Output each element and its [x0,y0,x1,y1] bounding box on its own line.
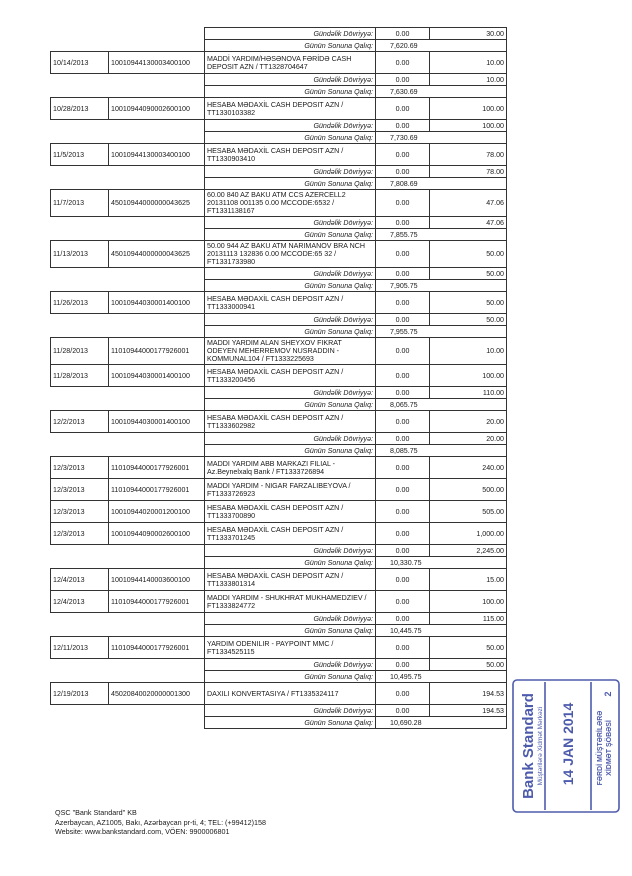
end-balance-value: 8,085.75 [376,445,507,457]
turnover-credit: 47.06 [430,217,507,229]
empty-cell [51,120,109,132]
turnover-credit: 110.00 [430,387,507,399]
transaction-row [51,292,507,314]
transaction-description: MADDI YARDIM - SHUKHRAT MUKHAMEDZIEV / FT1333824772 [205,591,376,613]
empty-cell [51,659,109,671]
transaction-row [51,52,507,74]
transaction-row [51,569,507,591]
transaction-reference: 11010944000177926001 [109,457,205,479]
turnover-debit: 0.00 [376,217,430,229]
empty-cell [109,387,205,399]
empty-cell [51,545,109,557]
transaction-credit: 47.06 [430,190,507,217]
bank-footer [55,808,266,837]
daily-turnover-row [51,613,507,625]
end-balance-label: Günün Sonuna Qalıq: [205,671,376,683]
transaction-reference: 10010944030001400100 [109,365,205,387]
turnover-credit: 100.00 [430,120,507,132]
turnover-debit: 0.00 [376,120,430,132]
transaction-description: HESABA MƏDAXİL CASH DEPOSIT AZN / TT1333700890 [205,501,376,523]
transaction-description: HESABA MƏDAXİL CASH DEPOSIT AZN / TT1333701245 [205,523,376,545]
transaction-credit: 100.00 [430,591,507,613]
transaction-date: 11/28/2013 [51,365,109,387]
transaction-debit: 0.00 [376,411,430,433]
statement-table [50,27,507,729]
transaction-description: YARDIM ODENILIR - PAYPOINT MMC / FT1334525115 [205,637,376,659]
transaction-description: HESABA MƏDAXİL CASH DEPOSIT AZN / TT1333000941 [205,292,376,314]
daily-turnover-label: Gündəlik Dövriyyə: [205,705,376,717]
empty-cell [51,625,109,637]
transaction-credit: 50.00 [430,241,507,268]
empty-cell [109,613,205,625]
end-balance-label: Günün Sonuna Qalıq: [205,132,376,144]
transaction-credit: 100.00 [430,98,507,120]
transaction-row [51,457,507,479]
end-balance-value: 7,730.69 [376,132,507,144]
empty-cell [109,166,205,178]
empty-cell [109,132,205,144]
transaction-debit: 0.00 [376,457,430,479]
empty-cell [109,217,205,229]
daily-turnover-label: Gündəlik Dövriyyə: [205,217,376,229]
end-balance-row [51,445,507,457]
transaction-description: HESABA MƏDAXİL CASH DEPOSIT AZN / TT1333602982 [205,411,376,433]
empty-cell [51,166,109,178]
daily-turnover-label: Gündəlik Dövriyyə: [205,433,376,445]
transaction-description: HESABA MƏDAXİL CASH DEPOSIT AZN / TT1330103382 [205,98,376,120]
transaction-description: DAXILI KONVERTASIYA / FT1335324117 [205,683,376,705]
empty-cell [109,326,205,338]
end-balance-label: Günün Sonuna Qalıq: [205,625,376,637]
empty-cell [109,671,205,683]
end-balance-row [51,717,507,729]
empty-cell [51,433,109,445]
transaction-debit: 0.00 [376,52,430,74]
empty-cell [109,445,205,457]
transaction-date: 12/2/2013 [51,411,109,433]
transaction-reference: 11010944000177926001 [109,637,205,659]
statement-body [51,28,507,729]
turnover-credit: 2,245.00 [430,545,507,557]
end-balance-label: Günün Sonuna Qalıq: [205,717,376,729]
daily-turnover-label: Gündəlik Dövriyyə: [205,314,376,326]
turnover-debit: 0.00 [376,74,430,86]
end-balance-label: Günün Sonuna Qalıq: [205,280,376,292]
transaction-reference: 10010944030001400100 [109,292,205,314]
transaction-description: HESABA MƏDAXİL CASH DEPOSIT AZN / TT1333801314 [205,569,376,591]
end-balance-value: 10,330.75 [376,557,507,569]
empty-cell [109,268,205,280]
transaction-date: 12/11/2013 [51,637,109,659]
transaction-description: 60.00 840 AZ BAKU ATM CCS AZERCELL2 20131108 001135 0.00 MCCODE:6532 / FT1331138167 [205,190,376,217]
transaction-debit: 0.00 [376,292,430,314]
transaction-reference: 45020840020000001300 [109,683,205,705]
transaction-debit: 0.00 [376,338,430,365]
empty-cell [109,280,205,292]
transaction-row [51,338,507,365]
transaction-credit: 50.00 [430,292,507,314]
empty-cell [51,387,109,399]
bank-stamp [507,676,625,816]
stamp-bank-name: Bank Standard [520,693,537,799]
daily-turnover-row [51,314,507,326]
turnover-debit: 0.00 [376,314,430,326]
end-balance-row [51,625,507,637]
end-balance-row [51,280,507,292]
transaction-row [51,98,507,120]
transaction-row [51,683,507,705]
end-balance-row [51,132,507,144]
transaction-row [51,241,507,268]
transaction-date: 12/3/2013 [51,479,109,501]
transaction-credit: 194.53 [430,683,507,705]
turnover-debit: 0.00 [376,28,430,40]
empty-cell [51,178,109,190]
end-balance-label: Günün Sonuna Qalıq: [205,399,376,411]
end-balance-row [51,326,507,338]
transaction-reference: 10010944090002600100 [109,98,205,120]
transaction-description: HESABA MƏDAXİL CASH DEPOSIT AZN / TT1333200456 [205,365,376,387]
daily-turnover-row [51,28,507,40]
end-balance-value: 7,620.69 [376,40,507,52]
daily-turnover-row [51,120,507,132]
end-balance-label: Günün Sonuna Qalıq: [205,40,376,52]
transaction-debit: 0.00 [376,591,430,613]
transaction-date: 12/4/2013 [51,591,109,613]
empty-cell [51,217,109,229]
transaction-reference: 10010944030001400100 [109,411,205,433]
empty-cell [51,28,109,40]
empty-cell [51,314,109,326]
transaction-credit: 20.00 [430,411,507,433]
daily-turnover-label: Gündəlik Dövriyyə: [205,545,376,557]
transaction-row [51,144,507,166]
turnover-credit: 30.00 [430,28,507,40]
transaction-row [51,190,507,217]
transaction-reference: 11010944000177926001 [109,479,205,501]
transaction-row [51,637,507,659]
turnover-credit: 115.00 [430,613,507,625]
daily-turnover-label: Gündəlik Dövriyyə: [205,28,376,40]
footer-address: Azerbaycan, AZ1005, Bakı, Azərbaycan pr-ti, 4; TEL: (+99412)158 [55,817,267,827]
transaction-description: MADDI YARDIM ABB MARKAZI FILIAL - Az.Beynelxalq Bank / FT1333726894 [205,457,376,479]
empty-cell [51,74,109,86]
turnover-debit: 0.00 [376,268,430,280]
end-balance-label: Günün Sonuna Qalıq: [205,86,376,98]
daily-turnover-label: Gündəlik Dövriyyə: [205,166,376,178]
transaction-date: 11/13/2013 [51,241,109,268]
transaction-row [51,411,507,433]
empty-cell [109,120,205,132]
empty-cell [51,326,109,338]
empty-cell [109,433,205,445]
empty-cell [51,705,109,717]
empty-cell [109,74,205,86]
transaction-row [51,523,507,545]
transaction-description: HESABA MƏDAXİL CASH DEPOSIT AZN / TT1330903410 [205,144,376,166]
transaction-debit: 0.00 [376,523,430,545]
transaction-credit: 78.00 [430,144,507,166]
turnover-debit: 0.00 [376,387,430,399]
end-balance-row [51,399,507,411]
end-balance-value: 7,855.75 [376,229,507,241]
empty-cell [109,314,205,326]
footer-bank-name: QSC "Bank Standard" KB [55,808,137,817]
stamp-bottom-line-1: FƏRDİ MÜŞTƏRİLƏRƏ [597,710,604,786]
daily-turnover-row [51,387,507,399]
empty-cell [109,557,205,569]
daily-turnover-row [51,74,507,86]
empty-cell [51,86,109,98]
empty-cell [51,613,109,625]
transaction-date: 11/28/2013 [51,338,109,365]
turnover-debit: 0.00 [376,613,430,625]
transaction-debit: 0.00 [376,637,430,659]
transaction-description: MADDI YARDIM - NIGAR FARZALIBEYOVA / FT1333726923 [205,479,376,501]
transaction-row [51,365,507,387]
daily-turnover-label: Gündəlik Dövriyyə: [205,268,376,280]
transaction-credit: 10.00 [430,52,507,74]
transaction-credit: 505.00 [430,501,507,523]
end-balance-row [51,229,507,241]
empty-cell [109,229,205,241]
daily-turnover-row [51,268,507,280]
end-balance-label: Günün Sonuna Qalıq: [205,445,376,457]
turnover-credit: 20.00 [430,433,507,445]
transaction-debit: 0.00 [376,365,430,387]
empty-cell [51,132,109,144]
end-balance-value: 8,065.75 [376,399,507,411]
transaction-debit: 0.00 [376,683,430,705]
empty-cell [51,717,109,729]
transaction-date: 12/19/2013 [51,683,109,705]
end-balance-value: 7,808.69 [376,178,507,190]
daily-turnover-label: Gündəlik Dövriyyə: [205,613,376,625]
daily-turnover-row [51,166,507,178]
transaction-description: MADDI YARDIM ALAN SHEYXOV FIKRAT ODEYEN MEHERREMOV NUSRADDIN - KOMMUNAL104 / FT1333225693 [205,338,376,365]
transaction-date: 11/7/2013 [51,190,109,217]
end-balance-row [51,86,507,98]
transaction-date: 10/28/2013 [51,98,109,120]
transaction-reference: 10010944020001200100 [109,501,205,523]
transaction-reference: 10010944130003400100 [109,52,205,74]
end-balance-value: 10,445.75 [376,625,507,637]
empty-cell [109,705,205,717]
transaction-date: 12/3/2013 [51,457,109,479]
daily-turnover-label: Gündəlik Dövriyyə: [205,387,376,399]
empty-cell [51,399,109,411]
daily-turnover-label: Gündəlik Dövriyyə: [205,120,376,132]
daily-turnover-label: Gündəlik Dövriyyə: [205,659,376,671]
end-balance-value: 7,955.75 [376,326,507,338]
daily-turnover-label: Gündəlik Dövriyyə: [205,74,376,86]
transaction-credit: 10.00 [430,338,507,365]
end-balance-row [51,178,507,190]
empty-cell [109,40,205,52]
turnover-debit: 0.00 [376,545,430,557]
transaction-credit: 15.00 [430,569,507,591]
empty-cell [51,671,109,683]
end-balance-value: 10,495.75 [376,671,507,683]
end-balance-value: 7,630.69 [376,86,507,98]
transaction-date: 10/14/2013 [51,52,109,74]
stamp-number: 2 [603,691,613,697]
transaction-date: 11/26/2013 [51,292,109,314]
end-balance-row [51,40,507,52]
end-balance-label: Günün Sonuna Qalıq: [205,326,376,338]
transaction-description: MADDİ YARDIM/HƏSƏNOVA FƏRİDƏ CASH DEPOSIT AZN / TT1328704647 [205,52,376,74]
transaction-reference: 11010944000177926001 [109,338,205,365]
stamp-bottom-line-2: XİDMƏT ŞÖBƏSİ [606,720,613,776]
transaction-reference: 10010944090002600100 [109,523,205,545]
transaction-debit: 0.00 [376,479,430,501]
transaction-debit: 0.00 [376,241,430,268]
transaction-date: 12/3/2013 [51,523,109,545]
transaction-debit: 0.00 [376,98,430,120]
empty-cell [109,86,205,98]
daily-turnover-row [51,217,507,229]
empty-cell [109,625,205,637]
transaction-date: 12/4/2013 [51,569,109,591]
empty-cell [51,40,109,52]
transaction-row [51,501,507,523]
empty-cell [109,545,205,557]
turnover-credit: 50.00 [430,314,507,326]
footer-website: Website: www.bankstandard.com, VÖEN: 9900006801 [55,827,230,836]
turnover-debit: 0.00 [376,705,430,717]
transaction-debit: 0.00 [376,190,430,217]
end-balance-label: Günün Sonuna Qalıq: [205,229,376,241]
transaction-debit: 0.00 [376,569,430,591]
turnover-credit: 194.53 [430,705,507,717]
empty-cell [109,178,205,190]
transaction-credit: 100.00 [430,365,507,387]
empty-cell [51,280,109,292]
end-balance-row [51,671,507,683]
transaction-debit: 0.00 [376,501,430,523]
daily-turnover-row [51,433,507,445]
end-balance-value: 7,905.75 [376,280,507,292]
end-balance-row [51,557,507,569]
transaction-reference: 11010944000177926001 [109,591,205,613]
daily-turnover-row [51,659,507,671]
transaction-debit: 0.00 [376,144,430,166]
stamp-date: 14 JAN 2014 [560,702,576,786]
daily-turnover-row [51,705,507,717]
transaction-reference: 10010944130003400100 [109,144,205,166]
transaction-reference: 10010944140003600100 [109,569,205,591]
empty-cell [109,28,205,40]
transaction-reference: 45010944000000043625 [109,190,205,217]
turnover-credit: 10.00 [430,74,507,86]
empty-cell [51,445,109,457]
turnover-debit: 0.00 [376,659,430,671]
turnover-credit: 78.00 [430,166,507,178]
transaction-credit: 50.00 [430,637,507,659]
end-balance-value: 10,690.28 [376,717,507,729]
turnover-credit: 50.00 [430,268,507,280]
turnover-debit: 0.00 [376,166,430,178]
empty-cell [109,399,205,411]
transaction-reference: 45010944000000043625 [109,241,205,268]
empty-cell [51,268,109,280]
transaction-date: 12/3/2013 [51,501,109,523]
end-balance-label: Günün Sonuna Qalıq: [205,557,376,569]
transaction-description: 50.00 944 AZ BAKU ATM NARIMANOV BRA NCH 20131113 132836 0.00 MCCODE:65 32 / FT1331733980 [205,241,376,268]
transaction-date: 11/5/2013 [51,144,109,166]
transaction-credit: 1,000.00 [430,523,507,545]
transaction-row [51,591,507,613]
transaction-credit: 500.00 [430,479,507,501]
transaction-credit: 240.00 [430,457,507,479]
empty-cell [109,717,205,729]
stamp-center-line: Müştərilərə Xidmət Mərkəzi [537,706,544,786]
turnover-credit: 50.00 [430,659,507,671]
end-balance-label: Günün Sonuna Qalıq: [205,178,376,190]
empty-cell [51,557,109,569]
turnover-debit: 0.00 [376,433,430,445]
empty-cell [109,659,205,671]
empty-cell [51,229,109,241]
daily-turnover-row [51,545,507,557]
transaction-row [51,479,507,501]
